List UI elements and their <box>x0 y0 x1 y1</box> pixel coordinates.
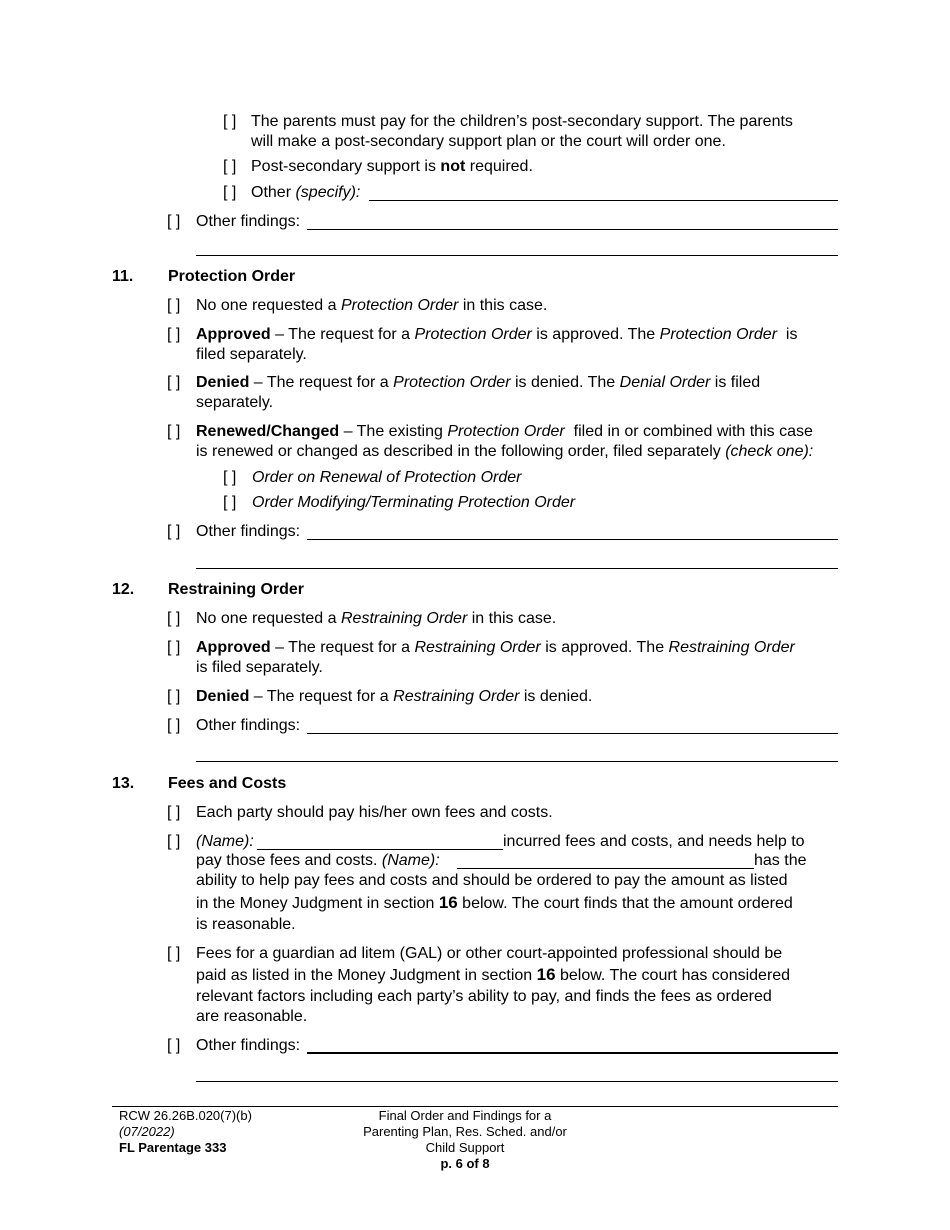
checkbox-order-modifying[interactable]: [ ] <box>223 494 237 511</box>
checkbox-post-secondary-other[interactable]: [ ] <box>223 184 237 201</box>
checkbox-protection-renewed[interactable]: [ ] <box>167 423 181 440</box>
section-title-fees-costs: Fees and Costs <box>168 775 287 792</box>
section-number-11: 11. <box>112 268 134 285</box>
sec11-other-findings-label: Other findings: <box>196 523 301 540</box>
option-post-secondary-other: Other (specify): <box>251 184 361 201</box>
fees-help-text-2: pay those fees and costs. (Name): <box>196 852 440 869</box>
footer-date: (07/2022) <box>119 1124 175 1139</box>
protection-approved-text: Approved – The request for a Protection Order is approved. The Protection Order is <box>196 326 798 343</box>
checkbox-protection-approved[interactable]: [ ] <box>167 326 181 343</box>
sec12-other-findings-label: Other findings: <box>196 717 301 734</box>
sec10-other-findings-field-2[interactable] <box>196 255 838 256</box>
checkbox-protection-denied[interactable]: [ ] <box>167 374 181 391</box>
restraining-none-text: No one requested a Restraining Order in this case. <box>196 610 557 627</box>
checkbox-restraining-none[interactable]: [ ] <box>167 610 181 627</box>
fees-help-name-field[interactable] <box>257 849 503 850</box>
fees-help-text: incurred fees and costs, and needs help to <box>503 833 805 850</box>
fees-help-name-label: (Name): <box>196 833 254 850</box>
sec11-other-findings-field[interactable] <box>307 539 838 540</box>
fees-own-text: Each party should pay his/her own fees and costs. <box>196 804 553 821</box>
option-post-secondary-pay: The parents must pay for the children’s post-secondary support. The parents <box>251 113 793 130</box>
checkbox-restraining-denied[interactable]: [ ] <box>167 688 181 705</box>
fees-gal-text: Fees for a guardian ad litem (GAL) or other court-appointed professional should be <box>196 945 783 962</box>
sec13-other-findings-field[interactable] <box>307 1052 838 1054</box>
footer-doc-title: Final Order and Findings for a Parenting Plan, Res. Sched. and/or Child Support p. 6 of 8 <box>315 1108 615 1172</box>
order-renewal-label: Order on Renewal of Protection Order <box>252 469 522 486</box>
checkbox-protection-none[interactable]: [ ] <box>167 297 181 314</box>
sec10-other-findings-label: Other findings: <box>196 213 301 230</box>
protection-none-text: No one requested a Protection Order in this case. <box>196 297 548 314</box>
checkbox-fees-own[interactable]: [ ] <box>167 804 181 821</box>
checkbox-sec11-other-findings[interactable]: [ ] <box>167 523 181 540</box>
checkbox-fees-help[interactable]: [ ] <box>167 833 181 850</box>
fees-help-text-3: ability to help pay fees and costs and should be ordered to pay the amount as listed <box>196 872 788 889</box>
fees-help-text-5: is reasonable. <box>196 916 296 933</box>
fees-help-text-2b: has the <box>754 852 807 869</box>
footer-divider <box>112 1106 838 1107</box>
checkbox-fees-gal[interactable]: [ ] <box>167 945 181 962</box>
sec13-other-findings-field-2[interactable] <box>196 1081 838 1082</box>
footer-form-id: FL Parentage 333 <box>119 1140 227 1155</box>
checkbox-sec10-other-findings[interactable]: [ ] <box>167 213 181 230</box>
protection-renewed-text-cont: is renewed or changed as described in the following order, filed separately (check one): <box>196 443 814 460</box>
fees-gal-text-2: paid as listed in the Money Judgment in section 16 below. The court has considered <box>196 965 791 984</box>
restraining-denied-text: Denied – The request for a Restraining Order is denied. <box>196 688 593 705</box>
section-title-restraining-order: Restraining Order <box>168 581 305 598</box>
section-number-13: 13. <box>112 775 135 792</box>
order-modifying-label: Order Modifying/Terminating Protection Order <box>252 494 576 511</box>
other-specify-field[interactable] <box>369 200 838 201</box>
checkbox-restraining-approved[interactable]: [ ] <box>167 639 181 656</box>
option-post-secondary-not-required: Post-secondary support is not required. <box>251 158 533 175</box>
fees-gal-text-3: relevant factors including each party’s ability to pay, and finds the fees as ordered <box>196 988 772 1005</box>
checkbox-order-renewal[interactable]: [ ] <box>223 469 237 486</box>
protection-approved-text-cont: filed separately. <box>196 346 307 363</box>
checkbox-sec13-other-findings[interactable]: [ ] <box>167 1037 181 1054</box>
sec11-other-findings-field-2[interactable] <box>196 568 838 569</box>
checkbox-sec12-other-findings[interactable]: [ ] <box>167 717 181 734</box>
restraining-approved-text-cont: is filed separately. <box>196 659 323 676</box>
footer-page-number: p. 6 of 8 <box>440 1156 490 1171</box>
footer-rcw: RCW 26.26B.020(7)(b) <box>119 1108 252 1123</box>
sec10-other-findings-field[interactable] <box>307 229 838 230</box>
protection-renewed-text: Renewed/Changed – The existing Protection Order filed in or combined with this case <box>196 423 813 440</box>
sec12-other-findings-field[interactable] <box>307 733 838 734</box>
restraining-approved-text: Approved – The request for a Restraining Order is approved. The Restraining Order <box>196 639 795 656</box>
checkbox-post-secondary-not-required[interactable]: [ ] <box>223 158 237 175</box>
section-title-protection-order: Protection Order <box>168 268 296 285</box>
sec13-other-findings-label: Other findings: <box>196 1037 301 1054</box>
protection-denied-text: Denied – The request for a Protection Order is denied. The Denial Order is filed <box>196 374 761 391</box>
fees-payer-name-field[interactable] <box>457 868 754 869</box>
fees-gal-text-4: are reasonable. <box>196 1008 308 1025</box>
option-post-secondary-pay-cont: will make a post-secondary support plan or the court will order one. <box>251 133 726 150</box>
fees-help-text-4: in the Money Judgment in section 16 below. The court finds that the amount ordered <box>196 893 793 912</box>
sec12-other-findings-field-2[interactable] <box>196 761 838 762</box>
checkbox-post-secondary-pay[interactable]: [ ] <box>223 113 237 130</box>
section-number-12: 12. <box>112 581 135 598</box>
protection-denied-text-cont: separately. <box>196 394 274 411</box>
